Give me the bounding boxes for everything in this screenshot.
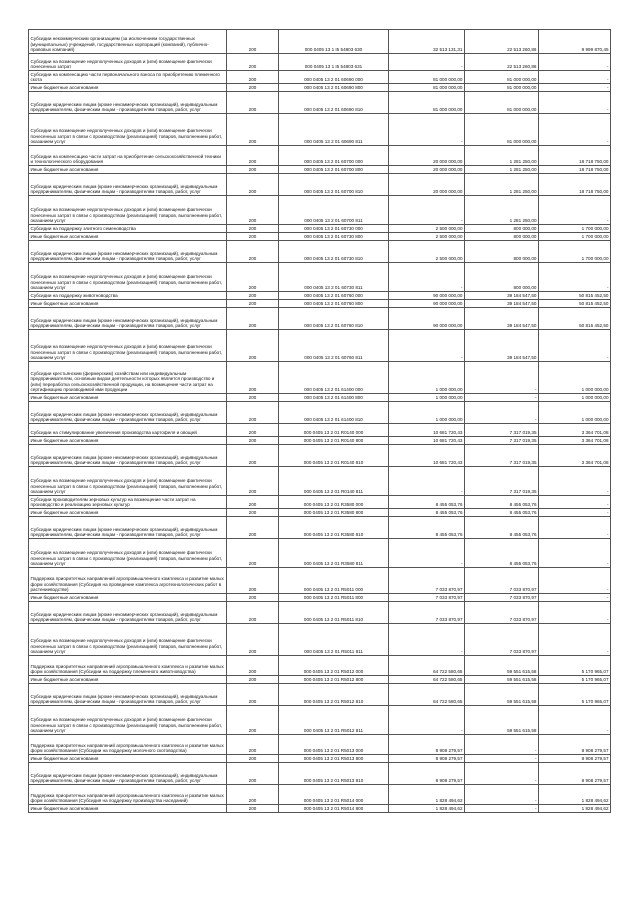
row-executed-cell: 7 033 870,97 <box>465 568 539 594</box>
row-executed-cell: 8 455 053,76 <box>465 539 539 568</box>
row-executed-cell: 7 033 870,97 <box>465 624 539 656</box>
row-executed-cell: 22 513 260,86 <box>465 54 539 71</box>
row-executed-cell: 7 317 019,35 <box>465 445 539 467</box>
row-executed-cell: 800 000,00 <box>465 241 539 263</box>
table-row <box>29 174 611 196</box>
row-approved-cell: 90 000 000,00 <box>389 292 465 300</box>
row-unexecuted-cell: 1 700 000,00 <box>539 225 611 233</box>
row-classification-cell: 000 0405 13 2 01 R5012 811 <box>279 706 389 735</box>
row-unexecuted-cell: 9 999 870,45 <box>539 30 611 54</box>
row-name-cell: Субсидии на возмещение недополученных доходов и (или) возмещение фактически понесенных затрат в связи с производством (реализацией) товаров, выполнением работ, оказанием услуг <box>29 330 227 362</box>
row-approved-cell: 8 455 053,76 <box>389 509 465 517</box>
row-name-cell: Субсидии некоммерческим организациям (за исключением государственных (муниципальных) учреждений, государственных корпораций (компаний), публично-правовых компаний) <box>29 30 227 54</box>
row-executed-cell: 7 317 019,35 <box>465 424 539 437</box>
table-row <box>29 755 611 763</box>
row-approved-cell: 7 033 870,97 <box>389 602 465 624</box>
row-name-cell: Субсидии на возмещение недополученных доходов и (или) возмещение фактически понесенных затрат в связи с производством (реализацией) товаров, выполнением работ, оказанием услуг <box>29 624 227 656</box>
row-name-cell: Субсидии на возмещение недополученных доходов и (или) возмещение фактически понесенных затрат в связи с производством (реализацией) товаров, выполнением работ, оказанием услуг <box>29 706 227 735</box>
row-code-cell: 200 <box>227 394 279 402</box>
table-body <box>29 30 611 813</box>
table-row <box>29 114 611 146</box>
table-row <box>29 146 611 166</box>
row-approved-cell: 1 828 494,62 <box>389 805 465 813</box>
row-executed-cell: 1 281 250,00 <box>465 174 539 196</box>
row-executed-cell: 7 317 019,35 <box>465 467 539 496</box>
row-code-cell: 200 <box>227 517 279 539</box>
row-classification-cell: 000 0405 13 2 01 60690 800 <box>279 84 389 92</box>
row-classification-cell: 000 0405 13 2 01 60700 800 <box>279 166 389 174</box>
row-classification-cell: 000 0405 13 2 01 60760 000 <box>279 292 389 300</box>
row-unexecuted-cell: 5 170 965,07 <box>539 684 611 706</box>
row-executed-cell: 39 184 547,50 <box>465 292 539 300</box>
row-code-cell: 200 <box>227 30 279 54</box>
row-executed-cell: 1 281 250,00 <box>465 166 539 174</box>
row-unexecuted-cell: - <box>539 263 611 292</box>
table-row <box>29 292 611 300</box>
row-executed-cell: 800 000,00 <box>465 263 539 292</box>
row-code-cell: 200 <box>227 763 279 785</box>
row-code-cell: 200 <box>227 496 279 509</box>
row-unexecuted-cell: 8 908 279,57 <box>539 755 611 763</box>
row-classification-cell: 000 0405 13 2 01 R5011 811 <box>279 624 389 656</box>
row-executed-cell: 59 551 615,58 <box>465 656 539 676</box>
table-row <box>29 602 611 624</box>
row-name-cell: Субсидии на компенсацию части затрат на приобретение сельскохозяйственной техники и технологического оборудования <box>29 146 227 166</box>
row-code-cell: 200 <box>227 539 279 568</box>
row-name-cell: Иные бюджетные ассигнования <box>29 300 227 308</box>
table-row <box>29 539 611 568</box>
row-classification-cell: 000 0405 13 2 01 R3580 811 <box>279 539 389 568</box>
row-executed-cell: 1 281 250,00 <box>465 146 539 166</box>
row-classification-cell: 000 0405 13 2 01 R0140 811 <box>279 467 389 496</box>
table-row <box>29 308 611 330</box>
table-row <box>29 735 611 755</box>
row-code-cell: 200 <box>227 196 279 225</box>
table-row <box>29 437 611 445</box>
row-unexecuted-cell: 8 908 279,57 <box>539 735 611 755</box>
row-classification-cell: 000 0405 13 2 01 60760 810 <box>279 308 389 330</box>
row-classification-cell: 000 0405 13 1 I5 54803 630 <box>279 30 389 54</box>
table-row <box>29 424 611 437</box>
row-unexecuted-cell: 1 700 000,00 <box>539 233 611 241</box>
row-unexecuted-cell: - <box>539 539 611 568</box>
row-classification-cell: 000 0405 13 2 01 R5012 810 <box>279 684 389 706</box>
table-row <box>29 467 611 496</box>
row-code-cell: 200 <box>227 445 279 467</box>
row-unexecuted-cell: 18 718 750,00 <box>539 166 611 174</box>
row-classification-cell: 000 0405 13 2 01 R5012 000 <box>279 656 389 676</box>
table-row <box>29 402 611 424</box>
row-code-cell: 200 <box>227 402 279 424</box>
row-code-cell: 200 <box>227 330 279 362</box>
row-executed-cell: 7 033 870,97 <box>465 594 539 602</box>
row-name-cell: Субсидии на возмещение недополученных доходов и (или) возмещение фактически понесенных затрат <box>29 54 227 71</box>
row-classification-cell: 000 0405 13 2 01 R5013 800 <box>279 755 389 763</box>
row-unexecuted-cell: - <box>539 568 611 594</box>
row-approved-cell: 64 722 580,65 <box>389 676 465 684</box>
row-code-cell: 200 <box>227 308 279 330</box>
row-code-cell: 200 <box>227 146 279 166</box>
table-row <box>29 166 611 174</box>
row-classification-cell: 000 0405 13 2 01 R5013 000 <box>279 735 389 755</box>
row-name-cell: Иные бюджетные ассигнования <box>29 676 227 684</box>
row-executed-cell: 8 455 053,76 <box>465 509 539 517</box>
row-name-cell: Субсидии юридическим лицам (кроме некоммерческих организаций), индивидуальным предпринимателям, физическим лицам - производителям товаров, работ, услуг <box>29 92 227 114</box>
row-executed-cell: 39 184 547,50 <box>465 330 539 362</box>
row-name-cell: Субсидии юридическим лицам (кроме некоммерческих организаций), индивидуальным предпринимателям, физическим лицам - производителям товаров, работ, услуг <box>29 684 227 706</box>
row-name-cell: Иные бюджетные ассигнования <box>29 166 227 174</box>
row-code-cell: 200 <box>227 92 279 114</box>
row-unexecuted-cell: - <box>539 602 611 624</box>
row-unexecuted-cell: 1 700 000,00 <box>539 241 611 263</box>
row-executed-cell: 39 184 547,50 <box>465 300 539 308</box>
row-code-cell: 200 <box>227 174 279 196</box>
row-code-cell: 200 <box>227 509 279 517</box>
row-classification-cell: 000 0405 13 2 01 R5011 810 <box>279 602 389 624</box>
row-approved-cell: 20 000 000,00 <box>389 166 465 174</box>
table-row <box>29 71 611 84</box>
row-executed-cell: 39 184 547,50 <box>465 308 539 330</box>
row-unexecuted-cell: - <box>539 594 611 602</box>
row-name-cell: Иные бюджетные ассигнования <box>29 233 227 241</box>
row-classification-cell: 000 0405 13 2 01 60690 811 <box>279 114 389 146</box>
row-name-cell: Субсидии крестьянским (фермерским) хозяйствам или индивидуальным предпринимателям, основным видом деятельности которых является производство и (или) переработка сельскохозяйственной продукции, на возмещение части затрат на сертификацию производимой ими продукции <box>29 362 227 394</box>
row-classification-cell: 000 0405 13 2 01 60700 000 <box>279 146 389 166</box>
row-executed-cell: 59 551 615,58 <box>465 684 539 706</box>
row-executed-cell: - <box>465 805 539 813</box>
row-code-cell: 200 <box>227 114 279 146</box>
row-name-cell: Иные бюджетные ассигнования <box>29 805 227 813</box>
row-approved-cell: - <box>389 196 465 225</box>
row-approved-cell: 81 000 000,00 <box>389 71 465 84</box>
table-row <box>29 445 611 467</box>
table-row <box>29 92 611 114</box>
table-row <box>29 196 611 225</box>
row-executed-cell: - <box>465 785 539 805</box>
row-unexecuted-cell: 5 170 965,07 <box>539 676 611 684</box>
row-classification-cell: 000 0405 13 2 01 60760 811 <box>279 330 389 362</box>
row-executed-cell: - <box>465 735 539 755</box>
row-classification-cell: 000 0405 13 2 01 R5011 800 <box>279 594 389 602</box>
table-row <box>29 509 611 517</box>
row-name-cell: Субсидии на поддержку элитного семеноводства <box>29 225 227 233</box>
row-approved-cell: 1 828 494,62 <box>389 785 465 805</box>
row-name-cell: Субсидии юридическим лицам (кроме некоммерческих организаций), индивидуальным предпринимателям, физическим лицам - производителям товаров, работ, услуг <box>29 602 227 624</box>
row-code-cell: 200 <box>227 241 279 263</box>
row-unexecuted-cell: 1 000 000,00 <box>539 394 611 402</box>
table-row <box>29 624 611 656</box>
row-name-cell: Субсидии на возмещение недополученных доходов и (или) возмещение фактически понесенных затрат в связи с производством (реализацией) товаров, выполнением работ, оказанием услуг <box>29 196 227 225</box>
row-name-cell: Иные бюджетные ассигнования <box>29 437 227 445</box>
row-executed-cell: 81 000 000,00 <box>465 114 539 146</box>
row-name-cell: Иные бюджетные ассигнования <box>29 509 227 517</box>
row-approved-cell: 10 681 720,43 <box>389 424 465 437</box>
row-executed-cell: 1 281 250,00 <box>465 196 539 225</box>
row-approved-cell: 20 000 000,00 <box>389 174 465 196</box>
row-executed-cell: - <box>465 763 539 785</box>
row-unexecuted-cell: - <box>539 496 611 509</box>
row-code-cell: 200 <box>227 594 279 602</box>
table-row <box>29 785 611 805</box>
row-name-cell: Субсидии на возмещение недополученных доходов и (или) возмещение фактически понесенных затрат в связи с производством (реализацией) товаров, выполнением работ, оказанием услуг <box>29 539 227 568</box>
row-classification-cell: 000 0405 13 2 01 R5012 800 <box>279 676 389 684</box>
row-name-cell: Субсидии на стимулирование увеличения производства картофеля и овощей <box>29 424 227 437</box>
row-code-cell: 200 <box>227 233 279 241</box>
row-classification-cell: 000 0405 13 2 01 R5011 000 <box>279 568 389 594</box>
row-approved-cell: 10 681 720,43 <box>389 445 465 467</box>
row-approved-cell: 81 000 000,00 <box>389 92 465 114</box>
row-approved-cell: 1 000 000,00 <box>389 362 465 394</box>
row-unexecuted-cell: 8 908 279,57 <box>539 763 611 785</box>
row-classification-cell: 000 0405 13 2 01 R0140 810 <box>279 445 389 467</box>
row-unexecuted-cell: - <box>539 330 611 362</box>
row-classification-cell: 000 0405 13 2 01 R3580 800 <box>279 509 389 517</box>
table-row <box>29 805 611 813</box>
row-classification-cell: 000 0405 13 2 01 60690 810 <box>279 92 389 114</box>
row-executed-cell: 7 033 870,97 <box>465 602 539 624</box>
row-classification-cell: 000 0405 13 2 01 60700 810 <box>279 174 389 196</box>
row-unexecuted-cell: - <box>539 84 611 92</box>
row-unexecuted-cell: - <box>539 92 611 114</box>
row-classification-cell: 000 0405 13 2 01 60730 800 <box>279 233 389 241</box>
row-classification-cell: 000 0405 13 2 01 61400 800 <box>279 394 389 402</box>
table-row <box>29 706 611 735</box>
row-executed-cell: 8 455 053,76 <box>465 517 539 539</box>
row-code-cell: 200 <box>227 755 279 763</box>
row-name-cell: Субсидии на возмещение недополученных доходов и (или) возмещение фактически понесенных затрат в связи с производством (реализацией) товаров, выполнением работ, оказанием услуг <box>29 114 227 146</box>
row-approved-cell: 8 908 279,57 <box>389 735 465 755</box>
table-row <box>29 233 611 241</box>
table-row <box>29 594 611 602</box>
row-name-cell: Поддержка приоритетных направлений агропромышленного комплекса и развитие малых форм хозяйствования (Субсидии на поддержку молочного скотоводства) <box>29 735 227 755</box>
row-unexecuted-cell: 18 718 750,00 <box>539 174 611 196</box>
row-name-cell: Субсидии юридическим лицам (кроме некоммерческих организаций), индивидуальным предпринимателям, физическим лицам - производителям товаров, работ, услуг <box>29 517 227 539</box>
row-approved-cell: 2 500 000,00 <box>389 233 465 241</box>
row-approved-cell: - <box>389 263 465 292</box>
row-classification-cell: 000 0405 13 2 01 60730 000 <box>279 225 389 233</box>
row-classification-cell: 000 0405 13 2 01 60690 000 <box>279 71 389 84</box>
row-unexecuted-cell: - <box>539 517 611 539</box>
row-name-cell: Субсидии на возмещение недополученных доходов и (или) возмещение фактически понесенных затрат в связи с производством (реализацией) товаров, выполнением работ, оказанием услуг <box>29 263 227 292</box>
row-code-cell: 200 <box>227 706 279 735</box>
row-code-cell: 200 <box>227 624 279 656</box>
row-executed-cell: - <box>465 402 539 424</box>
row-name-cell: Иные бюджетные ассигнования <box>29 594 227 602</box>
row-code-cell: 200 <box>227 292 279 300</box>
row-unexecuted-cell: 18 718 750,00 <box>539 146 611 166</box>
row-approved-cell: 8 908 279,57 <box>389 763 465 785</box>
table-row <box>29 394 611 402</box>
row-code-cell: 200 <box>227 735 279 755</box>
row-approved-cell: 2 500 000,00 <box>389 241 465 263</box>
row-unexecuted-cell: 5 170 965,07 <box>539 656 611 676</box>
row-code-cell: 200 <box>227 424 279 437</box>
row-code-cell: 200 <box>227 467 279 496</box>
row-approved-cell: 7 033 870,97 <box>389 568 465 594</box>
row-name-cell: Субсидии юридическим лицам (кроме некоммерческих организаций), индивидуальным предпринимателям, физическим лицам - производителям товаров, работ, услуг <box>29 174 227 196</box>
row-unexecuted-cell: 1 828 494,62 <box>539 805 611 813</box>
row-approved-cell: - <box>389 706 465 735</box>
row-classification-cell: 000 0405 13 2 01 60730 811 <box>279 263 389 292</box>
row-approved-cell: 90 000 000,00 <box>389 308 465 330</box>
row-approved-cell: 81 000 000,00 <box>389 84 465 92</box>
row-executed-cell: 800 000,00 <box>465 233 539 241</box>
row-executed-cell: 59 551 615,58 <box>465 706 539 735</box>
budget-execution-table <box>28 29 611 813</box>
row-name-cell: Поддержка приоритетных направлений агропромышленного комплекса и развитие малых форм хозяйствования (Субсидия на проведение комплекса агротехнологических работ в растениеводстве) <box>29 568 227 594</box>
row-code-cell: 200 <box>227 656 279 676</box>
row-classification-cell: 000 0405 13 2 01 60730 810 <box>279 241 389 263</box>
row-unexecuted-cell: 50 815 452,50 <box>539 308 611 330</box>
row-approved-cell: 32 513 131,31 <box>389 30 465 54</box>
row-name-cell: Субсидии юридическим лицам (кроме некоммерческих организаций), индивидуальным предпринимателям, физическим лицам - производителям товаров, работ, услуг <box>29 308 227 330</box>
row-approved-cell: 2 500 000,00 <box>389 225 465 233</box>
row-unexecuted-cell: 50 815 452,50 <box>539 292 611 300</box>
row-unexecuted-cell: - <box>539 114 611 146</box>
row-name-cell: Субсидии на поддержку животноводства <box>29 292 227 300</box>
row-code-cell: 200 <box>227 805 279 813</box>
row-classification-cell: 000 0405 13 2 01 R0140 000 <box>279 424 389 437</box>
row-code-cell: 200 <box>227 362 279 394</box>
row-unexecuted-cell: - <box>539 54 611 71</box>
row-code-cell: 200 <box>227 263 279 292</box>
row-unexecuted-cell: - <box>539 706 611 735</box>
table-row <box>29 54 611 71</box>
table-row <box>29 263 611 292</box>
row-approved-cell: - <box>389 467 465 496</box>
row-name-cell: Иные бюджетные ассигнования <box>29 755 227 763</box>
row-code-cell: 200 <box>227 676 279 684</box>
table-row <box>29 84 611 92</box>
row-classification-cell: 000 0405 13 1 I5 54803 631 <box>279 54 389 71</box>
row-name-cell: Субсидии юридическим лицам (кроме некоммерческих организаций), индивидуальным предпринимателям, физическим лицам - производителям товаров, работ, услуг <box>29 402 227 424</box>
row-approved-cell: - <box>389 330 465 362</box>
row-unexecuted-cell: 3 364 701,08 <box>539 445 611 467</box>
row-approved-cell: 1 000 000,00 <box>389 394 465 402</box>
row-classification-cell: 000 0405 13 2 01 60760 800 <box>279 300 389 308</box>
row-name-cell: Субсидии на компенсацию части первоначального взноса по приобретению племенного скота <box>29 71 227 84</box>
row-approved-cell: - <box>389 114 465 146</box>
row-executed-cell: 800 000,00 <box>465 225 539 233</box>
row-classification-cell: 000 0405 13 2 01 R3580 810 <box>279 517 389 539</box>
row-executed-cell: - <box>465 362 539 394</box>
row-executed-cell: 81 000 000,00 <box>465 84 539 92</box>
row-approved-cell: 10 681 720,43 <box>389 437 465 445</box>
row-unexecuted-cell: 3 364 701,08 <box>539 424 611 437</box>
row-unexecuted-cell: - <box>539 624 611 656</box>
row-code-cell: 200 <box>227 437 279 445</box>
row-code-cell: 200 <box>227 684 279 706</box>
row-executed-cell: 22 513 260,86 <box>465 30 539 54</box>
row-name-cell: Поддержка приоритетных направлений агропромышленного комплекса и развитие малых форм хозяйствования (Субсидии на поддержку племенного животноводства) <box>29 656 227 676</box>
row-approved-cell: - <box>389 539 465 568</box>
table-row <box>29 684 611 706</box>
row-unexecuted-cell: 1 828 494,62 <box>539 785 611 805</box>
table-row <box>29 330 611 362</box>
row-executed-cell: 81 000 000,00 <box>465 92 539 114</box>
row-approved-cell: 8 908 279,57 <box>389 755 465 763</box>
row-name-cell: Субсидии юридическим лицам (кроме некоммерческих организаций), индивидуальным предпринимателям, физическим лицам - производителям товаров, работ, услуг <box>29 763 227 785</box>
row-executed-cell: - <box>465 394 539 402</box>
table-row <box>29 517 611 539</box>
row-name-cell: Иные бюджетные ассигнования <box>29 394 227 402</box>
row-approved-cell: 20 000 000,00 <box>389 146 465 166</box>
table-row <box>29 225 611 233</box>
row-code-cell: 200 <box>227 300 279 308</box>
row-name-cell: Субсидии на возмещение недополученных доходов и (или) возмещение фактически понесенных затрат в связи с производством (реализацией) товаров, выполнением работ, оказанием услуг <box>29 467 227 496</box>
row-approved-cell: 7 033 870,97 <box>389 594 465 602</box>
row-classification-cell: 000 0405 13 2 01 60700 811 <box>279 196 389 225</box>
row-executed-cell: 8 455 053,76 <box>465 496 539 509</box>
row-executed-cell: 7 317 019,35 <box>465 437 539 445</box>
row-unexecuted-cell: 1 000 000,00 <box>539 362 611 394</box>
row-unexecuted-cell: - <box>539 196 611 225</box>
table-row <box>29 676 611 684</box>
row-classification-cell: 000 0405 13 2 01 R5014 000 <box>279 785 389 805</box>
row-code-cell: 200 <box>227 84 279 92</box>
row-name-cell: Иные бюджетные ассигнования <box>29 84 227 92</box>
row-unexecuted-cell: 3 364 701,08 <box>539 437 611 445</box>
row-classification-cell: 000 0405 13 2 01 61400 000 <box>279 362 389 394</box>
row-approved-cell: 8 455 053,76 <box>389 517 465 539</box>
table-row <box>29 30 611 54</box>
row-executed-cell: 81 000 000,00 <box>465 71 539 84</box>
row-classification-cell: 000 0405 13 2 01 R0140 800 <box>279 437 389 445</box>
row-executed-cell: - <box>465 755 539 763</box>
row-name-cell: Субсидии юридическим лицам (кроме некоммерческих организаций), индивидуальным предпринимателям, физическим лицам - производителям товаров, работ, услуг <box>29 445 227 467</box>
row-code-cell: 200 <box>227 71 279 84</box>
row-classification-cell: 000 0405 13 2 01 R3580 000 <box>279 496 389 509</box>
row-approved-cell: - <box>389 54 465 71</box>
row-unexecuted-cell: - <box>539 467 611 496</box>
row-unexecuted-cell: - <box>539 509 611 517</box>
row-name-cell: Поддержка приоритетных направлений агропромышленного комплекса и развитие малых форм хозяйствования (Субсидия на поддержку производства наседаний) <box>29 785 227 805</box>
table-row <box>29 656 611 676</box>
row-name-cell: Субсидии производителям зерновых культур на возмещение части затрат на производство и реализацию зерновых культур <box>29 496 227 509</box>
row-unexecuted-cell: 50 815 452,50 <box>539 300 611 308</box>
row-approved-cell: 90 000 000,00 <box>389 300 465 308</box>
row-approved-cell: 64 722 580,65 <box>389 656 465 676</box>
row-code-cell: 200 <box>227 568 279 594</box>
table-row <box>29 300 611 308</box>
table-row <box>29 496 611 509</box>
row-unexecuted-cell: - <box>539 71 611 84</box>
row-approved-cell: - <box>389 624 465 656</box>
table-row <box>29 763 611 785</box>
row-approved-cell: 64 722 580,65 <box>389 684 465 706</box>
row-unexecuted-cell: 1 000 000,00 <box>539 402 611 424</box>
row-code-cell: 200 <box>227 166 279 174</box>
row-classification-cell: 000 0405 13 2 01 R5014 800 <box>279 805 389 813</box>
table-row <box>29 241 611 263</box>
table-row <box>29 362 611 394</box>
row-name-cell: Субсидии юридическим лицам (кроме некоммерческих организаций), индивидуальным предпринимателям, физическим лицам - производителям товаров, работ, услуг <box>29 241 227 263</box>
row-code-cell: 200 <box>227 785 279 805</box>
row-classification-cell: 000 0405 13 2 01 61400 810 <box>279 402 389 424</box>
row-executed-cell: 59 551 615,58 <box>465 676 539 684</box>
row-code-cell: 200 <box>227 54 279 71</box>
row-code-cell: 200 <box>227 225 279 233</box>
row-code-cell: 200 <box>227 602 279 624</box>
row-approved-cell: 8 455 053,76 <box>389 496 465 509</box>
row-classification-cell: 000 0405 13 2 01 R5013 810 <box>279 763 389 785</box>
table-row <box>29 568 611 594</box>
row-approved-cell: 1 000 000,00 <box>389 402 465 424</box>
